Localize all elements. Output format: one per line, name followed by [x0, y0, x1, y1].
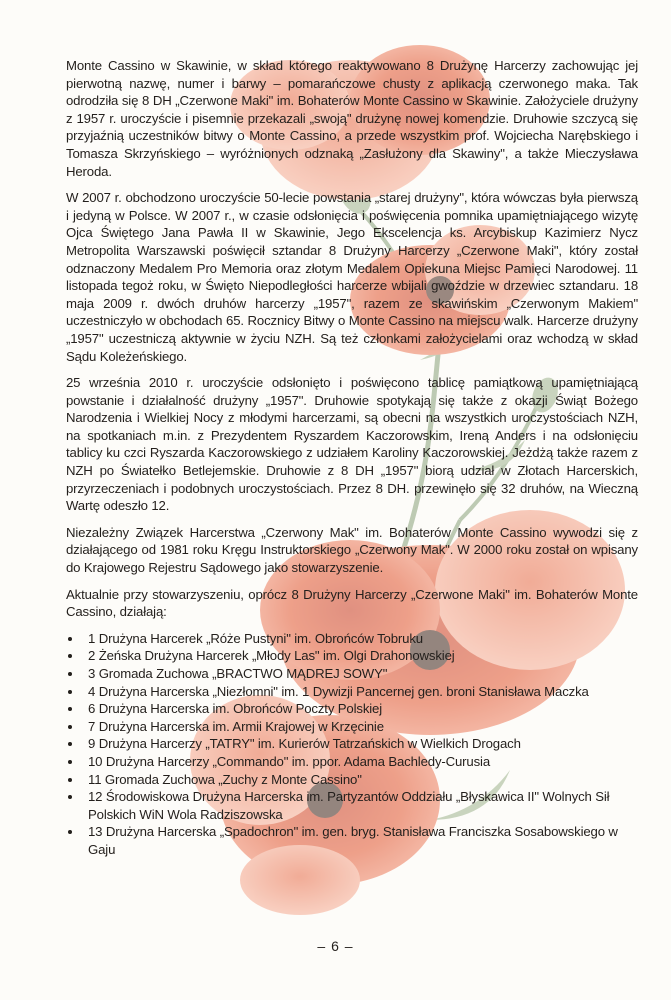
list-item: 1 Drużyna Harcerek „Róże Pustyni" im. Obrońców Tobruku	[66, 630, 638, 648]
page-text-column	[66, 57, 638, 859]
list-item: 9 Drużyna Harcerzy „TATRY" im. Kurierów Tatrzańskich w Wielkich Drogach	[66, 735, 638, 753]
list-item: 7 Drużyna Harcerska im. Armii Krajowej w Krzęcinie	[66, 718, 638, 736]
list-item: 13 Drużyna Harcerska „Spadochron" im. gen. bryg. Stanisława Franciszka Sosabowskiego w Gaju	[66, 823, 638, 858]
paragraph-5: Aktualnie przy stowarzyszeniu, oprócz 8 Drużyny Harcerzy „Czerwone Maki" im. Bohaterów Monte Cassino, działają:	[66, 586, 638, 620]
paragraph-1: Monte Cassino w Skawinie, w skład którego reaktywowano 8 Drużynę Harcerzy zachowując jej pierwotną nazwę, numer i barwy – pomarańczowe chusty z aplikacją czerwonego maka. Tak odrodziła się 8 DH „Czerwone Maki" im. Bohaterów Monte Cassino w Skawinie. Założyciele drużyny z 1957 r. uroczyście i pisemnie przekazali „swoją" drużynę nowej komendzie. Druhowie szczycą się przyjaźnią uczestników bitwy o Monte Cassino, a przede wszystkim prof. Wojciecha Narębskiego i Tomasza Skrzyńskiego – wyróżnionych odznaką „Zasłużony dla Skawiny", a także Mieczysława Heroda.	[66, 58, 638, 179]
list-item: 2 Żeńska Drużyna Harcerek „Młody Las" im. Olgi Drahonowskiej	[66, 647, 638, 665]
list-item: 11 Gromada Zuchowa „Zuchy z Monte Cassino"	[66, 771, 638, 789]
list-item: 4 Drużyna Harcerska „Niezłomni" im. 1 Dywizji Pancernej gen. broni Stanisława Maczka	[66, 683, 638, 701]
units-list	[66, 630, 638, 859]
paragraph-3: 25 września 2010 r. uroczyście odsłonięto i poświęcono tablicę pamiątkową upamiętniającą powstanie i działalność drużyny „1957". Druhowie spotykają się także z okazji Świąt Bożego Narodzenia i Wielkiej Nocy z młodymi harcerzami, są obecni na wszystkich uroczystościach NZH, na spotkaniach m.in. z Prezydentem Ryszardem Kaczorowskim, Ireną Anders i na odsłonięciu tablicy ku czci Ryszarda Kaczorowskiego z udziałem Karoliny Kaczorowskiej. Jeżdżą także razem z NZH po Światełko Betlejemskie. Druhowie z 8 DH „1957" biorą udział w Złotach Harcerskich, przyrzeczeniach i podobnych uroczystościach. Przez 8 DH. przewinęło się 32 druhów, na Wieczną Wartę odeszło 12.	[66, 375, 638, 514]
list-item: 6 Drużyna Harcerska im. Obrońców Poczty Polskiej	[66, 700, 638, 718]
list-item: 3 Gromada Zuchowa „BRACTWO MĄDREJ SOWY"	[66, 665, 638, 683]
page-number: – 6 –	[317, 938, 354, 954]
list-item: 10 Drużyna Harcerzy „Commando" im. ppor. Adama Bachledy-Curusia	[66, 753, 638, 771]
paragraph-2: W 2007 r. obchodzono uroczyście 50-lecie powstania „starej drużyny", która wówczas była pierwszą i jedyną w Polsce. W 2007 r., w czasie odsłonięcia i poświęcenia pomnika upamiętniającego wizytę Ojca Świętego Jana Pawła II w Skawinie, Jego Ekscelencja ks. Arcybiskup Kazimierz Nycz Metropolita Warszawski poświęcił sztandar 8 Drużyny Harcerzy „Czerwone Maki", który został odznaczony Medalem Pro Memoria oraz złotym Medalem Opiekuna Miejsc Pamięci Narodowej. 11 listopada tegoż roku, w Święto Niepodległości harcerze wbijali gwoździe w drzewiec sztandaru. 18 maja 2009 r. dwóch druhów harcerzy „1957", razem ze skawińskim „Czerwonym Makiem" uczestniczyło w obchodach 65. Rocznicy Bitwy o Monte Cassino na miejscu walk. Harcerze drużyny „1957" uczestniczą aktywnie w życiu NZH. Są też członkami założycielami oraz wchodzą w skład Sądu Koleżeńskiego.	[66, 190, 638, 364]
list-item: 12 Środowiskowa Drużyna Harcerska im. Partyzantów Oddziału „Błyskawica II" Wolnych Sił Polskich WiN Wola Radziszowska	[66, 788, 638, 823]
paragraph-4: Niezależny Związek Harcerstwa „Czerwony Mak" im. Bohaterów Monte Cassino wywodzi się z działającego od 1981 roku Kręgu Instruktorskiego „Czerwony Mak". W 2000 roku został on wpisany do Krajowego Rejestru Sądowego jako stowarzyszenie.	[66, 524, 638, 576]
